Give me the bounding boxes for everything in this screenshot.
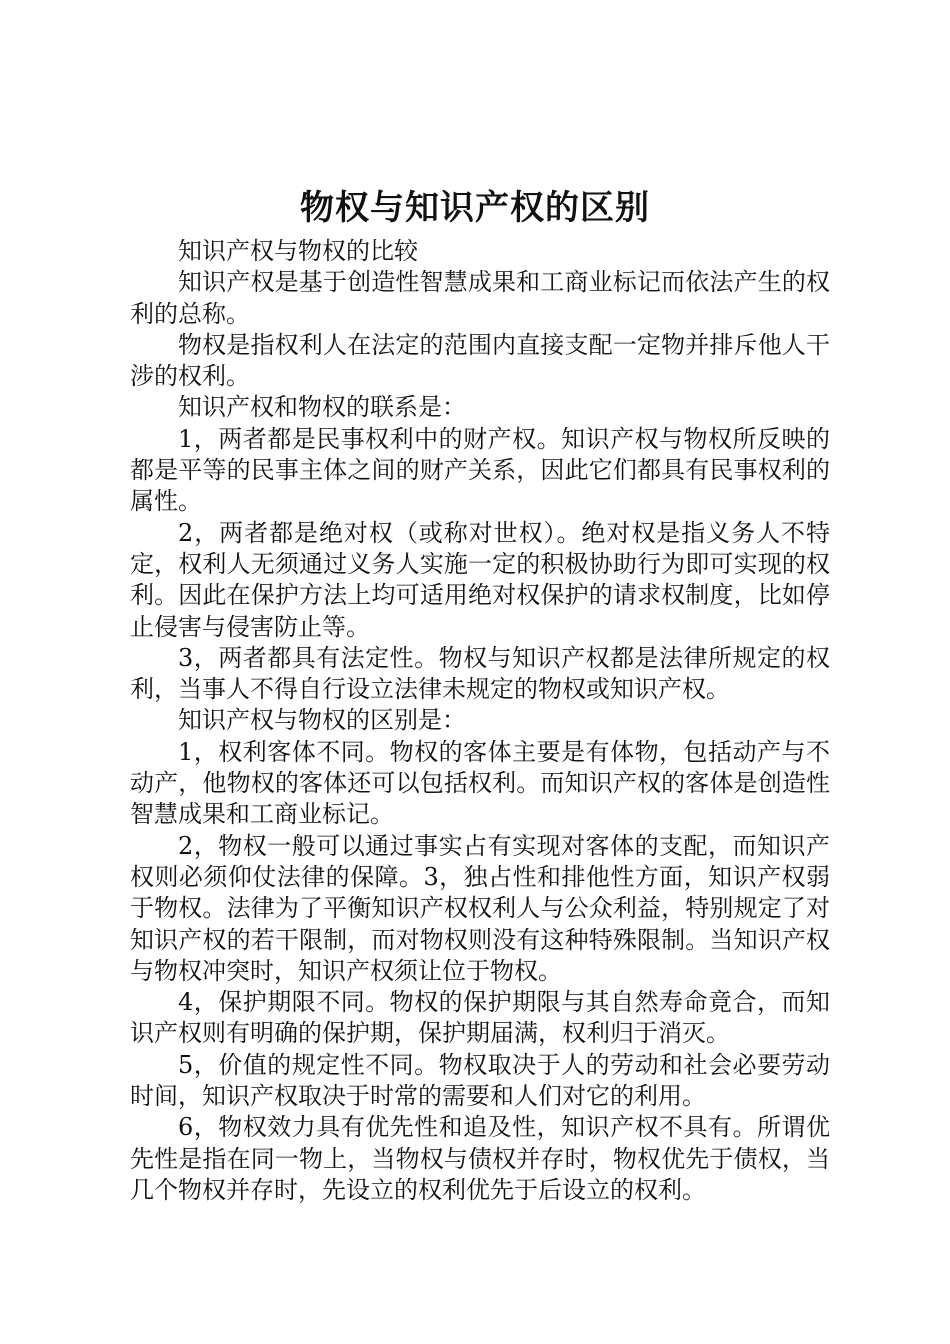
paragraph: 3，两者都具有法定性。物权与知识产权都是法律所规定的权利，当事人不得自行设立法律未规定的物权或知识产权。 [130, 643, 830, 704]
paragraph: 知识产权和物权的联系是： [178, 393, 466, 422]
document-title: 物权与知识产权的区别 [300, 188, 650, 228]
paragraph: 知识产权与物权的比较 [178, 237, 418, 265]
paragraph: 5，价值的规定性不同。物权取决于人的劳动和社会必要劳动时间，知识产权取决于时常的需要和人们对它的利用。 [130, 1050, 830, 1111]
paragraph: 4，保护期限不同。物权的保护期限与其自然寿命竟合，而知识产权则有明确的保护期，保护期届满，权利归于消灭。 [130, 988, 830, 1048]
paragraph: 物权是指权利人在法定的范围内直接支配一定物并排斥他人干涉的权利。 [130, 330, 830, 391]
paragraph: 1，两者都是民事权利中的财产权。知识产权与物权所反映的都是平等的民事主体之间的财产关系，因此它们都具有民事权利的属性。 [130, 424, 830, 516]
paragraph: 2，两者都是绝对权（或称对世权）。绝对权是指义务人不特定，权利人无须通过义务人实施一定的积极协助行为即可实现的权利。因此在保护方法上均可适用绝对权保护的请求权制度，比如停止侵害与侵害防止等。 [130, 518, 830, 641]
document-body [130, 236, 830, 1206]
paragraph: 1，权利客体不同。物权的客体主要是有体物，包括动产与不动产，他物权的客体还可以包括权利。而知识产权的客体是创造性智慧成果和工商业标记。 [130, 737, 830, 829]
paragraph: 6，物权效力具有优先性和追及性，知识产权不具有。所谓优先性是指在同一物上，当物权与债权并存时，物权优先于债权，当几个物权并存时，先设立的权利优先于后设立的权利。 [130, 1113, 830, 1204]
paragraph: 知识产权是基于创造性智慧成果和工商业标记而依法产生的权利的总称。 [130, 268, 830, 328]
paragraph: 2，物权一般可以通过事实占有实现对客体的支配，而知识产权则必须仰仗法律的保障。3，独占性和排他性方面，知识产权弱于物权。法律为了平衡知识产权权利人与公众利益，特别规定了对知识产权的若干限制，而对物权则没有这种特殊限制。当知识产权与物权冲突时，知识产权须让位于物权。 [130, 831, 830, 985]
paragraph: 知识产权与物权的区别是： [178, 706, 466, 735]
